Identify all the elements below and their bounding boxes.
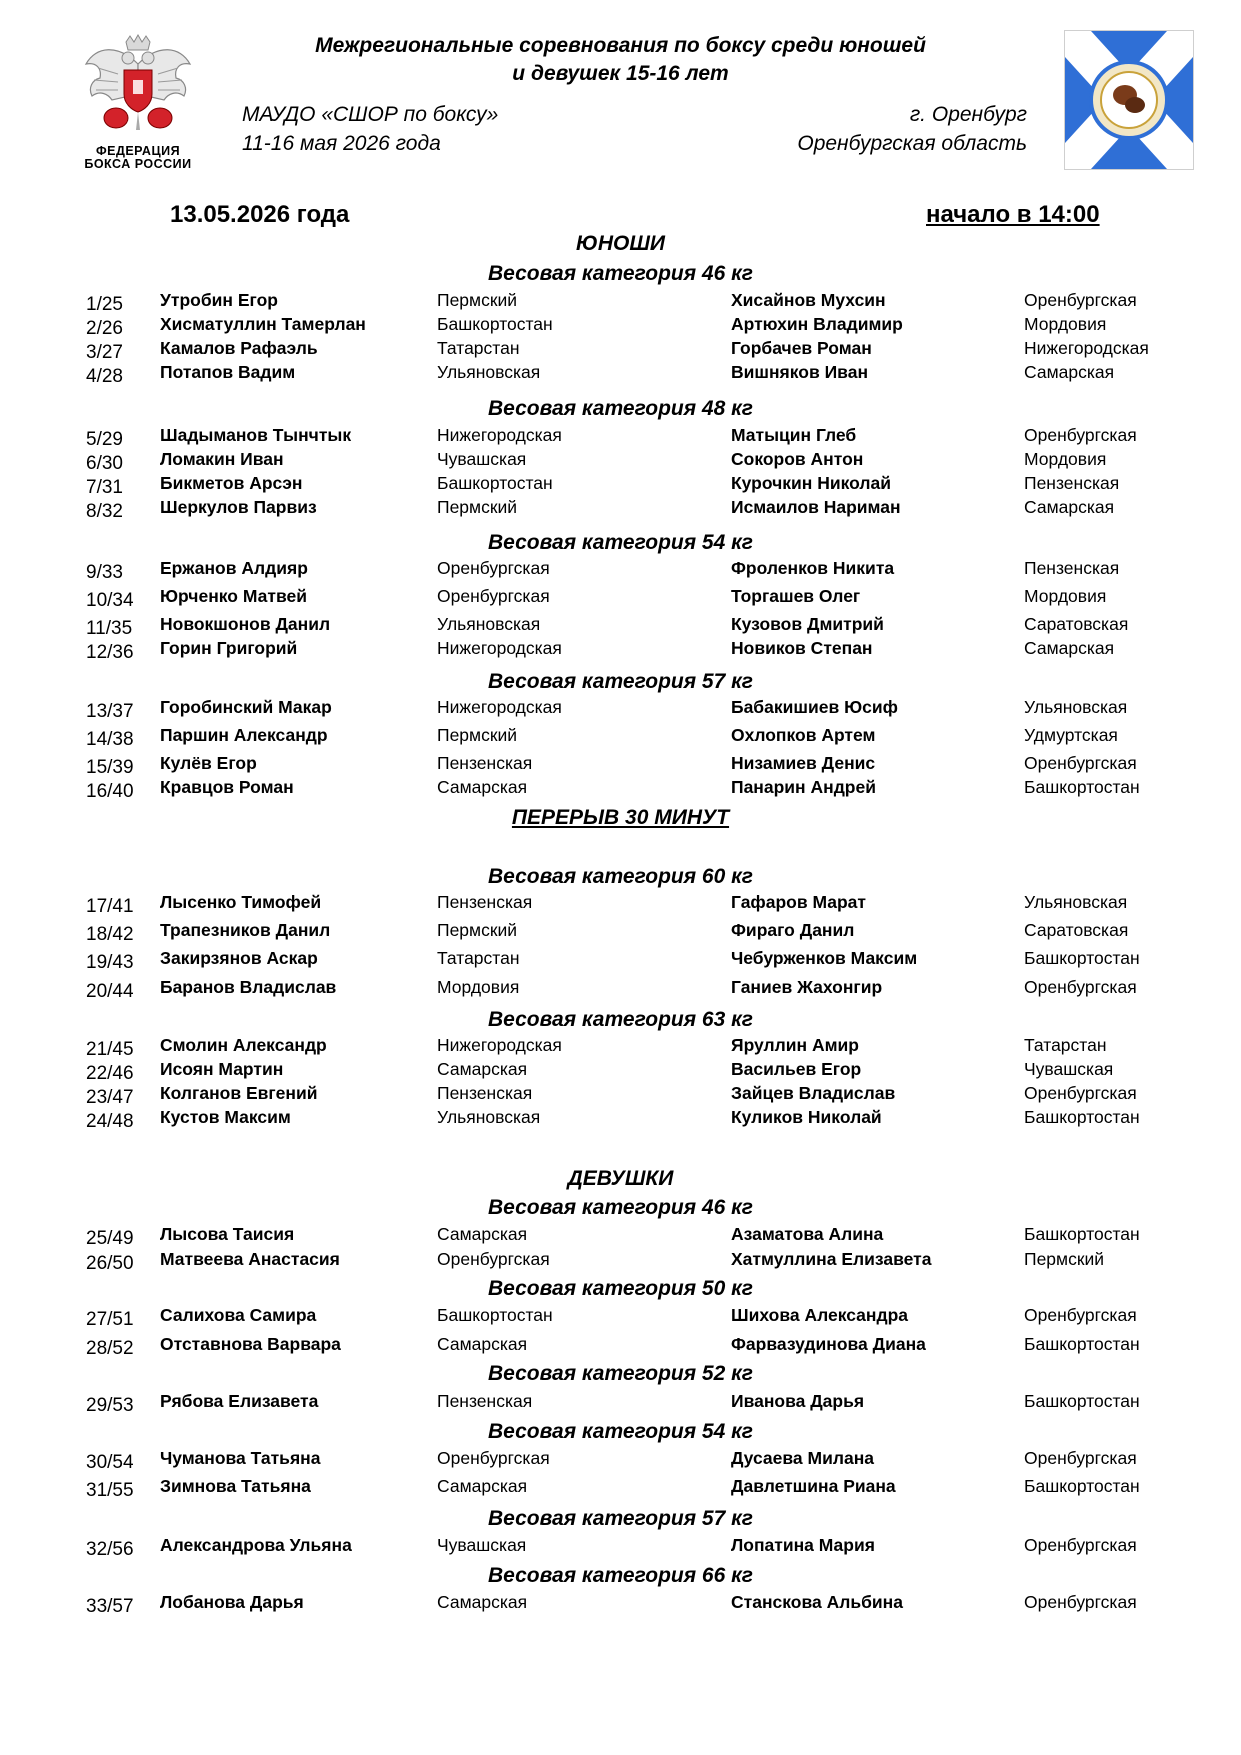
bout-row bbox=[0, 449, 1241, 473]
bout-row bbox=[0, 558, 1241, 582]
boxer-region-red: Чувашская bbox=[437, 1535, 527, 1555]
bout-number: 13/37 bbox=[86, 701, 134, 722]
boxer-region-blue: Башкортостан bbox=[1024, 1224, 1140, 1244]
bout-row bbox=[0, 1592, 1241, 1616]
boxer-name-blue: Васильев Егор bbox=[731, 1059, 862, 1079]
boxer-name-red: Камалов Рафаэль bbox=[160, 338, 318, 358]
bout-row bbox=[0, 1476, 1241, 1500]
boxer-region-red: Татарстан bbox=[437, 948, 520, 968]
weight-category-heading: Весовая категория 66 кг bbox=[488, 1564, 753, 1587]
city: г. Оренбург bbox=[909, 103, 1027, 126]
boxer-name-red: Бикметов Арсэн bbox=[160, 473, 303, 493]
federation-logo-text-2: БОКСА РОССИИ bbox=[84, 157, 192, 171]
bout-number: 17/41 bbox=[86, 896, 134, 917]
boxer-name-red: Лысова Таисия bbox=[160, 1224, 295, 1244]
boxer-region-red: Пензенская bbox=[437, 753, 533, 773]
boxer-name-blue: Хатмуллина Елизавета bbox=[731, 1249, 932, 1269]
boxer-name-red: Трапезников Данил bbox=[160, 920, 331, 940]
boxer-name-blue: Фираго Данил bbox=[731, 920, 855, 940]
boxer-region-blue: Башкортостан bbox=[1024, 948, 1140, 968]
bout-number: 30/54 bbox=[86, 1452, 134, 1473]
boxer-name-red: Паршин Александр bbox=[160, 725, 328, 745]
boxer-name-blue: Сокоров Антон bbox=[731, 449, 864, 469]
boxer-region-red: Башкортостан bbox=[437, 1305, 553, 1325]
boxer-region-blue: Удмуртская bbox=[1024, 725, 1118, 745]
competition-day-date: 13.05.2026 года bbox=[170, 201, 350, 228]
title-line-2: и девушек 15-16 лет bbox=[512, 62, 729, 85]
bout-number: 9/33 bbox=[86, 562, 123, 583]
bout-row bbox=[0, 892, 1241, 916]
boxer-region-blue: Оренбургская bbox=[1024, 290, 1137, 310]
boxer-name-red: Хисматуллин Тамерлан bbox=[160, 314, 366, 334]
boxer-name-red: Зимнова Татьяна bbox=[160, 1476, 311, 1496]
bout-row bbox=[0, 1305, 1241, 1329]
event-dates: 11-16 мая 2026 года bbox=[242, 132, 441, 155]
weight-category-heading: Весовая категория 48 кг bbox=[488, 397, 753, 420]
boxer-name-red: Смолин Александр bbox=[160, 1035, 327, 1055]
boxer-region-red: Башкортостан bbox=[437, 314, 553, 334]
bout-number: 26/50 bbox=[86, 1253, 134, 1274]
boxer-region-blue: Башкортостан bbox=[1024, 1107, 1140, 1127]
boxer-name-red: Шадыманов Тынчтык bbox=[160, 425, 352, 445]
bout-row bbox=[0, 1059, 1241, 1083]
bout-number: 27/51 bbox=[86, 1309, 134, 1330]
federation-logo-text-1: ФЕДЕРАЦИЯ bbox=[95, 144, 181, 158]
boxer-region-red: Пермский bbox=[437, 920, 518, 940]
boxer-region-blue: Ульяновская bbox=[1024, 697, 1128, 717]
bout-number: 25/49 bbox=[86, 1228, 134, 1249]
bout-number: 2/26 bbox=[86, 318, 123, 339]
bout-number: 20/44 bbox=[86, 981, 134, 1002]
weight-category-heading: Весовая категория 63 кг bbox=[488, 1008, 753, 1031]
bout-row bbox=[0, 638, 1241, 662]
boxer-region-red: Оренбургская bbox=[437, 1249, 550, 1269]
boxer-region-red: Самарская bbox=[437, 777, 528, 797]
bout-row bbox=[0, 1391, 1241, 1415]
boxer-region-red: Ульяновская bbox=[437, 1107, 541, 1127]
boxer-region-blue: Оренбургская bbox=[1024, 1535, 1137, 1555]
weight-category-heading: Весовая категория 60 кг bbox=[488, 865, 753, 888]
boxer-name-red: Шеркулов Парвиз bbox=[160, 497, 317, 517]
boxer-region-blue: Саратовская bbox=[1024, 920, 1129, 940]
boxer-name-red: Новокшонов Данил bbox=[160, 614, 331, 634]
bout-number: 32/56 bbox=[86, 1539, 134, 1560]
bout-number: 15/39 bbox=[86, 757, 134, 778]
boxer-region-blue: Оренбургская bbox=[1024, 1448, 1137, 1468]
boxer-name-blue: Шихова Александра bbox=[731, 1305, 909, 1325]
bout-row bbox=[0, 338, 1241, 362]
bout-row bbox=[0, 777, 1241, 801]
event-title bbox=[0, 32, 1241, 88]
bout-row bbox=[0, 1334, 1241, 1358]
boxer-region-red: Чувашская bbox=[437, 449, 527, 469]
boxer-name-blue: Вишняков Иван bbox=[731, 362, 869, 382]
bout-row bbox=[0, 725, 1241, 749]
boxer-name-red: Исоян Мартин bbox=[160, 1059, 284, 1079]
boxer-name-red: Колганов Евгений bbox=[160, 1083, 318, 1103]
boxer-name-red: Горин Григорий bbox=[160, 638, 298, 658]
boxer-name-blue: Станскова Альбина bbox=[731, 1592, 903, 1612]
boxer-region-red: Ульяновская bbox=[437, 614, 541, 634]
bout-number: 7/31 bbox=[86, 477, 123, 498]
bout-row bbox=[0, 1249, 1241, 1273]
bout-row bbox=[0, 425, 1241, 449]
boxer-name-red: Потапов Вадим bbox=[160, 362, 296, 382]
boxer-region-red: Самарская bbox=[437, 1476, 528, 1496]
boxer-region-blue: Самарская bbox=[1024, 497, 1115, 517]
boxer-name-red: Матвеева Анастасия bbox=[160, 1249, 340, 1269]
bout-number: 4/28 bbox=[86, 366, 123, 387]
section-girls: ДЕВУШКИ bbox=[567, 1167, 674, 1190]
boxer-region-blue: Оренбургская bbox=[1024, 1305, 1137, 1325]
title-line-1: Межрегиональные соревнования по боксу среди юношей bbox=[315, 34, 926, 57]
boxer-region-red: Нижегородская bbox=[437, 638, 562, 658]
bout-row bbox=[0, 1107, 1241, 1131]
boxer-name-red: Закирзянов Аскар bbox=[160, 948, 318, 968]
boxer-region-red: Самарская bbox=[437, 1224, 528, 1244]
break-notice: ПЕРЕРЫВ 30 МИНУТ bbox=[511, 806, 730, 829]
boxer-name-red: Горобинский Макар bbox=[160, 697, 332, 717]
boxer-name-red: Ержанов Алдияр bbox=[160, 558, 308, 578]
weight-category-heading: Весовая категория 54 кг bbox=[488, 1420, 753, 1443]
region: Оренбургская область bbox=[797, 132, 1027, 155]
boxer-region-blue: Нижегородская bbox=[1024, 338, 1149, 358]
boxer-name-red: Лысенко Тимофей bbox=[160, 892, 322, 912]
bout-number: 31/55 bbox=[86, 1480, 134, 1501]
boxer-name-red: Рябова Елизавета bbox=[160, 1391, 319, 1411]
boxer-name-blue: Новиков Степан bbox=[731, 638, 873, 658]
location-block bbox=[797, 100, 1027, 158]
boxer-region-blue: Самарская bbox=[1024, 638, 1115, 658]
boxer-region-red: Оренбургская bbox=[437, 1448, 550, 1468]
boxer-region-blue: Башкортостан bbox=[1024, 1391, 1140, 1411]
boxer-region-red: Нижегородская bbox=[437, 1035, 562, 1055]
bout-number: 18/42 bbox=[86, 924, 134, 945]
weight-category-heading: Весовая категория 57 кг bbox=[488, 670, 753, 693]
weight-category-heading: Весовая категория 57 кг bbox=[488, 1507, 753, 1530]
boxer-region-red: Самарская bbox=[437, 1592, 528, 1612]
start-time: начало в 14:00 bbox=[926, 201, 1100, 228]
boxer-region-red: Ульяновская bbox=[437, 362, 541, 382]
bout-number: 8/32 bbox=[86, 501, 123, 522]
boxer-region-red: Нижегородская bbox=[437, 425, 562, 445]
boxer-name-blue: Лопатина Мария bbox=[731, 1535, 875, 1555]
bout-number: 11/35 bbox=[86, 618, 133, 639]
bout-row bbox=[0, 920, 1241, 944]
bout-number: 33/57 bbox=[86, 1596, 134, 1617]
bout-row bbox=[0, 497, 1241, 521]
boxer-region-blue: Башкортостан bbox=[1024, 1476, 1140, 1496]
boxer-name-blue: Гафаров Марат bbox=[731, 892, 866, 912]
bout-number: 24/48 bbox=[86, 1111, 134, 1132]
boxer-name-blue: Фарвазудинова Диана bbox=[731, 1334, 926, 1354]
bout-row bbox=[0, 586, 1241, 610]
boxer-name-red: Александрова Ульяна bbox=[160, 1535, 352, 1555]
boxer-name-blue: Панарин Андрей bbox=[731, 777, 876, 797]
boxer-name-red: Юрченко Матвей bbox=[160, 586, 307, 606]
boxer-name-blue: Охлопков Артем bbox=[731, 725, 876, 745]
boxer-region-red: Пензенская bbox=[437, 892, 533, 912]
bout-row bbox=[0, 290, 1241, 314]
boxer-region-red: Самарская bbox=[437, 1059, 528, 1079]
boxer-region-blue: Саратовская bbox=[1024, 614, 1129, 634]
boxer-region-blue: Чувашская bbox=[1024, 1059, 1114, 1079]
boxer-region-red: Пермский bbox=[437, 497, 518, 517]
bout-row bbox=[0, 1083, 1241, 1107]
boxer-name-red: Утробин Егор bbox=[160, 290, 278, 310]
bout-row bbox=[0, 697, 1241, 721]
bout-row bbox=[0, 1035, 1241, 1059]
boxer-name-red: Салихова Самира bbox=[160, 1305, 317, 1325]
section-boys: ЮНОШИ bbox=[575, 232, 666, 255]
bout-number: 6/30 bbox=[86, 453, 123, 474]
bout-row bbox=[0, 1535, 1241, 1559]
boxer-name-blue: Фроленков Никита bbox=[731, 558, 895, 578]
bout-row bbox=[0, 362, 1241, 386]
boxer-region-red: Нижегородская bbox=[437, 697, 562, 717]
boxer-region-red: Оренбургская bbox=[437, 558, 550, 578]
bout-number: 14/38 bbox=[86, 729, 134, 750]
organizer-block bbox=[242, 100, 498, 158]
boxer-region-blue: Мордовия bbox=[1024, 314, 1107, 334]
boxer-region-blue: Оренбургская bbox=[1024, 753, 1137, 773]
boxer-region-blue: Самарская bbox=[1024, 362, 1115, 382]
boxer-name-red: Ломакин Иван bbox=[160, 449, 284, 469]
boxer-name-blue: Давлетшина Риана bbox=[731, 1476, 896, 1496]
boxer-region-blue: Оренбургская bbox=[1024, 1592, 1137, 1612]
boxer-name-red: Кустов Максим bbox=[160, 1107, 291, 1127]
weight-category-heading: Весовая категория 46 кг bbox=[488, 262, 753, 285]
boxer-region-blue: Мордовия bbox=[1024, 586, 1107, 606]
boxer-region-red: Пензенская bbox=[437, 1083, 533, 1103]
boxer-name-blue: Курочкин Николай bbox=[731, 473, 892, 493]
boxer-region-blue: Башкортостан bbox=[1024, 1334, 1140, 1354]
boxer-name-blue: Ганиев Жахонгир bbox=[731, 977, 883, 997]
boxer-region-blue: Оренбургская bbox=[1024, 1083, 1137, 1103]
boxer-name-red: Кулёв Егор bbox=[160, 753, 257, 773]
boxer-region-blue: Оренбургская bbox=[1024, 425, 1137, 445]
boxer-region-red: Пермский bbox=[437, 725, 518, 745]
boxer-region-red: Самарская bbox=[437, 1334, 528, 1354]
boxer-name-blue: Торгашев Олег bbox=[731, 586, 861, 606]
boxer-region-blue: Башкортостан bbox=[1024, 777, 1140, 797]
bout-number: 3/27 bbox=[86, 342, 123, 363]
boxer-name-blue: Зайцев Владислав bbox=[731, 1083, 896, 1103]
boxer-name-blue: Чебурженков Максим bbox=[731, 948, 918, 968]
boxer-region-blue: Мордовия bbox=[1024, 449, 1107, 469]
boxer-name-blue: Матыцин Глеб bbox=[731, 425, 857, 445]
boxer-region-blue: Оренбургская bbox=[1024, 977, 1137, 997]
bout-number: 16/40 bbox=[86, 781, 134, 802]
boxer-name-red: Лобанова Дарья bbox=[160, 1592, 304, 1612]
boxer-name-blue: Кузовов Дмитрий bbox=[731, 614, 884, 634]
boxer-name-blue: Азаматова Алина bbox=[731, 1224, 884, 1244]
bout-number: 21/45 bbox=[86, 1039, 134, 1060]
boxer-name-red: Кравцов Роман bbox=[160, 777, 294, 797]
weight-category-heading: Весовая категория 50 кг bbox=[488, 1277, 753, 1300]
bout-row bbox=[0, 473, 1241, 497]
boxer-region-blue: Пензенская bbox=[1024, 473, 1120, 493]
bout-number: 29/53 bbox=[86, 1395, 134, 1416]
weight-category-heading: Весовая категория 46 кг bbox=[488, 1196, 753, 1219]
boxer-region-blue: Пермский bbox=[1024, 1249, 1105, 1269]
boxer-name-blue: Низамиев Денис bbox=[731, 753, 876, 773]
boxer-region-red: Пермский bbox=[437, 290, 518, 310]
bout-row bbox=[0, 1448, 1241, 1472]
boxer-region-blue: Ульяновская bbox=[1024, 892, 1128, 912]
bout-number: 23/47 bbox=[86, 1087, 134, 1108]
boxer-name-blue: Бабакишиев Юсиф bbox=[731, 697, 898, 717]
bout-number: 5/29 bbox=[86, 429, 123, 450]
bout-number: 28/52 bbox=[86, 1338, 134, 1359]
boxer-region-blue: Татарстан bbox=[1024, 1035, 1107, 1055]
bout-number: 22/46 bbox=[86, 1063, 134, 1084]
weight-category-heading: Весовая категория 54 кг bbox=[488, 531, 753, 554]
bout-row bbox=[0, 753, 1241, 777]
boxer-name-blue: Исмаилов Нариман bbox=[731, 497, 901, 517]
boxer-name-blue: Иванова Дарья bbox=[731, 1391, 865, 1411]
bout-number: 12/36 bbox=[86, 642, 134, 663]
bout-number: 10/34 bbox=[86, 590, 134, 611]
boxer-region-red: Пензенская bbox=[437, 1391, 533, 1411]
bout-row bbox=[0, 314, 1241, 338]
organizer: МАУДО «СШОР по боксу» bbox=[242, 103, 499, 126]
bout-number: 19/43 bbox=[86, 952, 134, 973]
boxer-region-blue: Пензенская bbox=[1024, 558, 1120, 578]
boxer-name-blue: Яруллин Амир bbox=[731, 1035, 859, 1055]
boxer-name-red: Чуманова Татьяна bbox=[160, 1448, 321, 1468]
boxer-name-blue: Хисайнов Мухсин bbox=[731, 290, 886, 310]
bout-row bbox=[0, 614, 1241, 638]
boxer-region-red: Мордовия bbox=[437, 977, 520, 997]
bout-row bbox=[0, 977, 1241, 1001]
boxer-name-red: Баранов Владислав bbox=[160, 977, 337, 997]
bout-row bbox=[0, 1224, 1241, 1248]
boxer-region-red: Оренбургская bbox=[437, 586, 550, 606]
boxer-name-blue: Артюхин Владимир bbox=[731, 314, 903, 334]
bout-number: 1/25 bbox=[86, 294, 123, 315]
boxer-name-red: Отставнова Варвара bbox=[160, 1334, 341, 1354]
weight-category-heading: Весовая категория 52 кг bbox=[488, 1362, 753, 1385]
boxer-name-blue: Горбачев Роман bbox=[731, 338, 872, 358]
bout-row bbox=[0, 948, 1241, 972]
boxer-name-blue: Куликов Николай bbox=[731, 1107, 882, 1127]
boxer-name-blue: Дусаева Милана bbox=[731, 1448, 874, 1468]
boxer-region-red: Татарстан bbox=[437, 338, 520, 358]
boxer-region-red: Башкортостан bbox=[437, 473, 553, 493]
